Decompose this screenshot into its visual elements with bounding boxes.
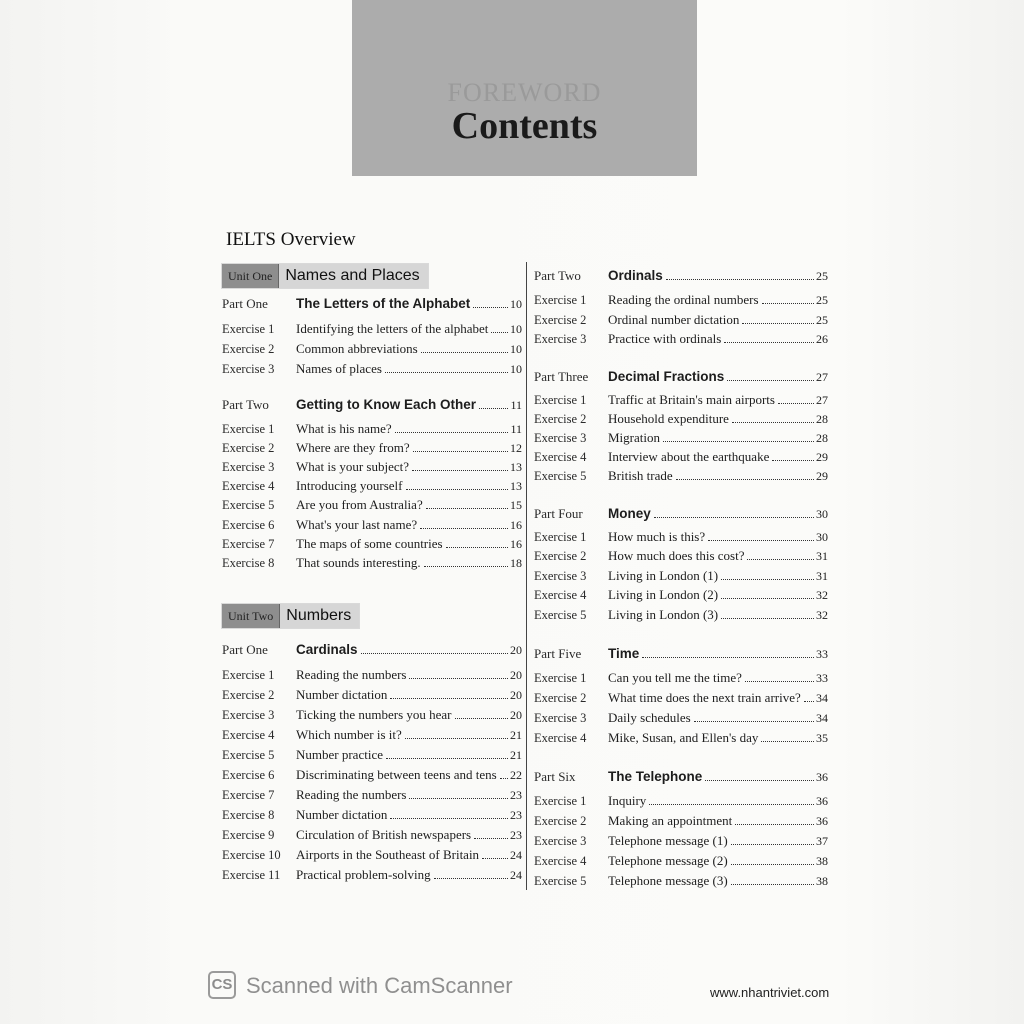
leader-dots [474, 838, 508, 839]
toc-exercise-row[interactable] [222, 517, 522, 533]
toc-exercise-row[interactable] [222, 847, 522, 863]
toc-exercise-row[interactable] [222, 459, 522, 475]
toc-exercise-row[interactable] [534, 853, 828, 869]
exercise-label: Exercise 3 [534, 431, 587, 445]
exercise-title: What is your subject? [296, 459, 409, 474]
exercise-label: Exercise 8 [222, 556, 275, 570]
part-label: Part One [222, 642, 268, 657]
exercise-title: Introducing yourself [296, 478, 403, 493]
toc-exercise-row[interactable] [534, 793, 828, 809]
part-title: Money [608, 506, 651, 521]
exercise-title: Ticking the numbers you hear [296, 707, 452, 722]
part-label: Part Five [534, 646, 582, 661]
exercise-label: Exercise 10 [222, 848, 281, 862]
exercise-label: Exercise 3 [534, 834, 587, 848]
exercise-title: Which number is it? [296, 727, 402, 742]
leader-dots [386, 758, 508, 759]
toc-exercise-row[interactable] [222, 827, 522, 843]
exercise-title: Mike, Susan, and Ellen's day [608, 730, 759, 745]
exercise-label: Exercise 3 [534, 569, 587, 583]
leader-dots [772, 460, 814, 461]
column-divider [526, 262, 527, 890]
page-number: 25 [816, 269, 828, 283]
leader-dots [676, 479, 814, 480]
toc-exercise-row[interactable] [222, 497, 522, 513]
toc-exercise-row[interactable] [222, 555, 522, 571]
page-number: 25 [816, 293, 828, 307]
exercise-label: Exercise 11 [222, 868, 281, 882]
leader-dots [390, 698, 508, 699]
leader-dots [413, 451, 508, 452]
page-number: 11 [510, 398, 522, 412]
leader-dots [735, 824, 814, 825]
exercise-title: Making an appointment [608, 813, 733, 828]
leader-dots [482, 858, 508, 859]
toc-part-row[interactable] [534, 369, 828, 385]
exercise-label: Exercise 2 [534, 313, 587, 327]
page-number: 22 [510, 768, 522, 782]
exercise-title: Inquiry [608, 793, 647, 808]
toc-exercise-row[interactable] [222, 807, 522, 823]
exercise-label: Exercise 7 [222, 788, 275, 802]
leader-dots [500, 778, 508, 779]
leader-dots [761, 741, 814, 742]
exercise-label: Exercise 2 [222, 342, 275, 356]
exercise-label: Exercise 1 [222, 322, 275, 336]
exercise-label: Exercise 4 [534, 588, 587, 602]
exercise-label: Exercise 4 [534, 731, 587, 745]
leader-dots [762, 303, 814, 304]
page-number: 24 [510, 868, 522, 882]
page-number: 31 [816, 569, 828, 583]
page-number: 13 [510, 479, 522, 493]
page-number: 36 [816, 770, 828, 784]
page-number: 20 [510, 643, 522, 657]
page-number: 21 [510, 748, 522, 762]
page-number: 33 [816, 671, 828, 685]
part-title: Cardinals [296, 642, 358, 657]
page-number: 25 [816, 313, 828, 327]
page-number: 13 [510, 460, 522, 474]
toc-exercise-row[interactable] [222, 440, 522, 456]
exercise-title: The maps of some countries [296, 536, 443, 551]
exercise-label: Exercise 5 [222, 748, 275, 762]
leader-dots [455, 718, 509, 719]
page-number: 23 [510, 808, 522, 822]
exercise-title: Common abbreviations [296, 341, 418, 356]
unit-one-header [222, 264, 428, 288]
toc-exercise-row[interactable] [534, 548, 828, 564]
toc-exercise-row[interactable] [534, 449, 828, 465]
exercise-label: Exercise 5 [534, 469, 587, 483]
exercise-label: Exercise 1 [222, 668, 275, 682]
exercise-title: That sounds interesting. [296, 555, 421, 570]
exercise-label: Exercise 2 [534, 549, 587, 563]
leader-dots [721, 618, 814, 619]
exercise-title: Where are they from? [296, 440, 410, 455]
toc-exercise-row[interactable] [534, 430, 828, 446]
exercise-label: Exercise 3 [534, 711, 587, 725]
exercise-label: Exercise 2 [222, 688, 275, 702]
leader-dots [649, 804, 814, 805]
exercise-title: Practical problem-solving [296, 867, 431, 882]
exercise-title: Reading the numbers [296, 787, 407, 802]
page-number: 38 [816, 874, 828, 888]
exercise-label: Exercise 4 [222, 728, 275, 742]
leader-dots [409, 678, 508, 679]
toc-exercise-row[interactable] [222, 687, 522, 703]
exercise-label: Exercise 3 [534, 332, 587, 346]
leader-dots [479, 408, 508, 409]
leader-dots [666, 279, 814, 280]
exercise-label: Exercise 1 [534, 293, 587, 307]
exercise-title: How much does this cost? [608, 548, 745, 563]
part-title: Decimal Fractions [608, 369, 725, 384]
part-title: Time [608, 646, 640, 661]
leader-dots [434, 878, 508, 879]
exercise-title: Traffic at Britain's main airports [608, 392, 775, 407]
toc-part-row[interactable] [534, 506, 828, 522]
toc-exercise-row[interactable] [534, 710, 828, 726]
toc-part-row[interactable] [534, 646, 828, 662]
exercise-title: Household expenditure [608, 411, 729, 426]
toc-exercise-row[interactable] [534, 568, 828, 584]
exercise-title: Telephone message (2) [608, 853, 728, 868]
exercise-title: Can you tell me the time? [608, 670, 742, 685]
page-number: 34 [816, 711, 828, 725]
toc-exercise-row[interactable] [534, 331, 828, 347]
exercise-title: Migration [608, 430, 660, 445]
exercise-label: Exercise 2 [534, 814, 587, 828]
page-number: 18 [510, 556, 522, 570]
part-label: Part Six [534, 769, 576, 784]
page-number: 31 [816, 549, 828, 563]
page-number: 38 [816, 854, 828, 868]
leader-dots [663, 441, 814, 442]
part-label: Part Two [222, 397, 269, 412]
exercise-title: Number practice [296, 747, 383, 762]
exercise-title: British trade [608, 468, 673, 483]
leader-dots [642, 657, 814, 658]
leader-dots [654, 517, 814, 518]
toc-exercise-row[interactable] [534, 813, 828, 829]
leader-dots [390, 818, 508, 819]
exercise-title: Airports in the Southeast of Britain [296, 847, 480, 862]
page-number: 24 [510, 848, 522, 862]
page-number: 32 [816, 608, 828, 622]
exercise-title: Reading the ordinal numbers [608, 292, 759, 307]
page-number: 28 [816, 431, 828, 445]
leader-dots [727, 380, 814, 381]
unit-two-header [222, 604, 359, 628]
toc-exercise-row[interactable] [222, 747, 522, 763]
exercise-title: Telephone message (3) [608, 873, 728, 888]
exercise-title: Number dictation [296, 807, 388, 822]
exercise-label: Exercise 2 [534, 691, 587, 705]
page-number: 12 [510, 441, 522, 455]
page-number: 33 [816, 647, 828, 661]
exercise-title: Living in London (1) [608, 568, 719, 583]
exercise-label: Exercise 6 [222, 768, 275, 782]
toc-part-row[interactable] [222, 642, 522, 658]
toc-exercise-row[interactable] [534, 607, 828, 623]
toc-exercise-row[interactable] [222, 478, 522, 494]
exercise-title: Telephone message (1) [608, 833, 728, 848]
page-number: 23 [510, 828, 522, 842]
title-banner [352, 0, 697, 176]
unit-name: Names and Places [279, 264, 427, 288]
leader-dots [406, 489, 508, 490]
exercise-title: Ordinal number dictation [608, 312, 740, 327]
leader-dots [694, 721, 814, 722]
page-number: 37 [816, 834, 828, 848]
toc-part-row[interactable] [222, 397, 522, 413]
toc-exercise-row[interactable] [222, 667, 522, 683]
section-title: IELTS Overview [226, 229, 356, 250]
toc-exercise-row[interactable] [222, 787, 522, 803]
toc-part-row[interactable] [534, 769, 828, 785]
page-number: 30 [816, 507, 828, 521]
exercise-title: How much is this? [608, 529, 706, 544]
part-title: The Letters of the Alphabet [296, 296, 471, 311]
leader-dots [412, 470, 508, 471]
exercise-title: What is his name? [296, 421, 392, 436]
unit-name: Numbers [280, 604, 359, 628]
leader-dots [778, 403, 814, 404]
exercise-title: Identifying the letters of the alphabet [296, 321, 489, 336]
toc-exercise-row[interactable] [222, 867, 522, 883]
exercise-title: Number dictation [296, 687, 388, 702]
exercise-label: Exercise 5 [534, 874, 587, 888]
exercise-title: Daily schedules [608, 710, 691, 725]
page-number: 36 [816, 794, 828, 808]
leader-dots [732, 422, 814, 423]
page-number: 27 [816, 393, 828, 407]
exercise-label: Exercise 1 [534, 794, 587, 808]
page-title: Contents [451, 105, 598, 147]
leader-dots [491, 332, 508, 333]
toc-exercise-row[interactable] [222, 361, 522, 377]
leader-dots [421, 352, 508, 353]
exercise-label: Exercise 5 [534, 608, 587, 622]
toc-exercise-row[interactable] [534, 587, 828, 603]
exercise-title: Practice with ordinals [608, 331, 722, 346]
page-number: 34 [816, 691, 828, 705]
exercise-label: Exercise 3 [222, 362, 275, 376]
exercise-title: Circulation of British newspapers [296, 827, 472, 842]
page-number: 23 [510, 788, 522, 802]
page-number: 16 [510, 537, 522, 551]
toc-exercise-row[interactable] [222, 421, 522, 437]
toc-exercise-row[interactable] [534, 392, 828, 408]
exercise-label: Exercise 3 [222, 708, 275, 722]
unit-tag: Unit One [222, 264, 279, 288]
leader-dots [424, 566, 508, 567]
toc-exercise-row[interactable] [534, 312, 828, 328]
page-number: 10 [510, 297, 522, 311]
page-number: 26 [816, 332, 828, 346]
toc-exercise-row[interactable] [222, 341, 522, 357]
toc-part-row[interactable] [222, 296, 522, 312]
leader-dots [420, 528, 508, 529]
toc-exercise-row[interactable] [534, 292, 828, 308]
exercise-label: Exercise 2 [534, 412, 587, 426]
toc-exercise-row[interactable] [534, 690, 828, 706]
exercise-title: Are you from Australia? [296, 497, 423, 512]
exercise-label: Exercise 1 [534, 393, 587, 407]
part-title: The Telephone [608, 769, 703, 784]
exercise-title: Reading the numbers [296, 667, 407, 682]
leader-dots [742, 323, 814, 324]
toc-exercise-row[interactable] [222, 767, 522, 783]
toc-exercise-row[interactable] [534, 833, 828, 849]
part-title: Getting to Know Each Other [296, 397, 477, 412]
page-number: 29 [816, 450, 828, 464]
leader-dots [731, 844, 814, 845]
exercise-title: Interview about the earthquake [608, 449, 770, 464]
leader-dots [731, 864, 814, 865]
leader-dots [721, 598, 814, 599]
toc-part-row[interactable] [534, 268, 828, 284]
page-number: 29 [816, 469, 828, 483]
exercise-label: Exercise 8 [222, 808, 275, 822]
leader-dots [705, 780, 814, 781]
page-number: 28 [816, 412, 828, 426]
toc-exercise-row[interactable] [534, 529, 828, 545]
leader-dots [409, 798, 508, 799]
page-number: 15 [510, 498, 522, 512]
part-label: Part Three [534, 369, 589, 384]
page-number: 30 [816, 530, 828, 544]
leader-dots [395, 432, 509, 433]
toc-exercise-row[interactable] [222, 727, 522, 743]
exercise-title: Living in London (3) [608, 607, 719, 622]
page-number: 32 [816, 588, 828, 602]
leader-dots [426, 508, 508, 509]
part-label: Part Two [534, 268, 581, 283]
leader-dots [361, 653, 508, 654]
exercise-title: Names of places [296, 361, 382, 376]
toc-exercise-row[interactable] [222, 321, 522, 337]
leader-dots [804, 701, 814, 702]
page-number: 10 [510, 362, 522, 376]
toc-exercise-row[interactable] [534, 730, 828, 746]
page-number: 21 [510, 728, 522, 742]
leader-dots [473, 307, 508, 308]
page-number: 16 [510, 518, 522, 532]
publisher-website: www.nhantriviet.com [710, 985, 830, 1000]
page-number: 10 [510, 342, 522, 356]
part-label: Part Four [534, 506, 583, 521]
part-label: Part One [222, 296, 268, 311]
page-number: 10 [510, 322, 522, 336]
exercise-label: Exercise 4 [222, 479, 275, 493]
leader-dots [446, 547, 508, 548]
exercise-label: Exercise 1 [534, 671, 587, 685]
exercise-label: Exercise 1 [222, 422, 275, 436]
exercise-label: Exercise 5 [222, 498, 275, 512]
page-number: 27 [816, 370, 828, 384]
exercise-label: Exercise 4 [534, 450, 587, 464]
part-title: Ordinals [608, 268, 663, 283]
leader-dots [405, 738, 508, 739]
toc-exercise-row[interactable] [534, 670, 828, 686]
toc-exercise-row[interactable] [534, 873, 828, 889]
toc-exercise-row[interactable] [222, 707, 522, 723]
leader-dots [724, 342, 814, 343]
exercise-label: Exercise 7 [222, 537, 275, 551]
exercise-title: Discriminating between teens and tens [296, 767, 497, 782]
exercise-label: Exercise 6 [222, 518, 275, 532]
page-number: 20 [510, 668, 522, 682]
toc-exercise-row[interactable] [222, 536, 522, 552]
leader-dots [721, 579, 814, 580]
page-number: 35 [816, 731, 828, 745]
exercise-label: Exercise 4 [534, 854, 587, 868]
page-number: 11 [510, 422, 522, 436]
toc-exercise-row[interactable] [534, 468, 828, 484]
exercise-title: What time does the next train arrive? [608, 690, 801, 705]
leader-dots [385, 372, 508, 373]
camscanner-logo: CS [208, 971, 236, 999]
leader-dots [747, 559, 814, 560]
exercise-label: Exercise 3 [222, 460, 275, 474]
exercise-label: Exercise 1 [534, 530, 587, 544]
exercise-label: Exercise 2 [222, 441, 275, 455]
leader-dots [731, 884, 814, 885]
exercise-label: Exercise 9 [222, 828, 275, 842]
scanner-watermark: Scanned with CamScanner [246, 973, 513, 998]
page-number: 36 [816, 814, 828, 828]
bleed-through-text: FOREWORD [447, 78, 602, 107]
page-number: 20 [510, 708, 522, 722]
page-number: 20 [510, 688, 522, 702]
unit-tag: Unit Two [222, 604, 280, 628]
leader-dots [708, 540, 814, 541]
toc-exercise-row[interactable] [534, 411, 828, 427]
leader-dots [745, 681, 814, 682]
exercise-title: What's your last name? [296, 517, 418, 532]
exercise-title: Living in London (2) [608, 587, 719, 602]
